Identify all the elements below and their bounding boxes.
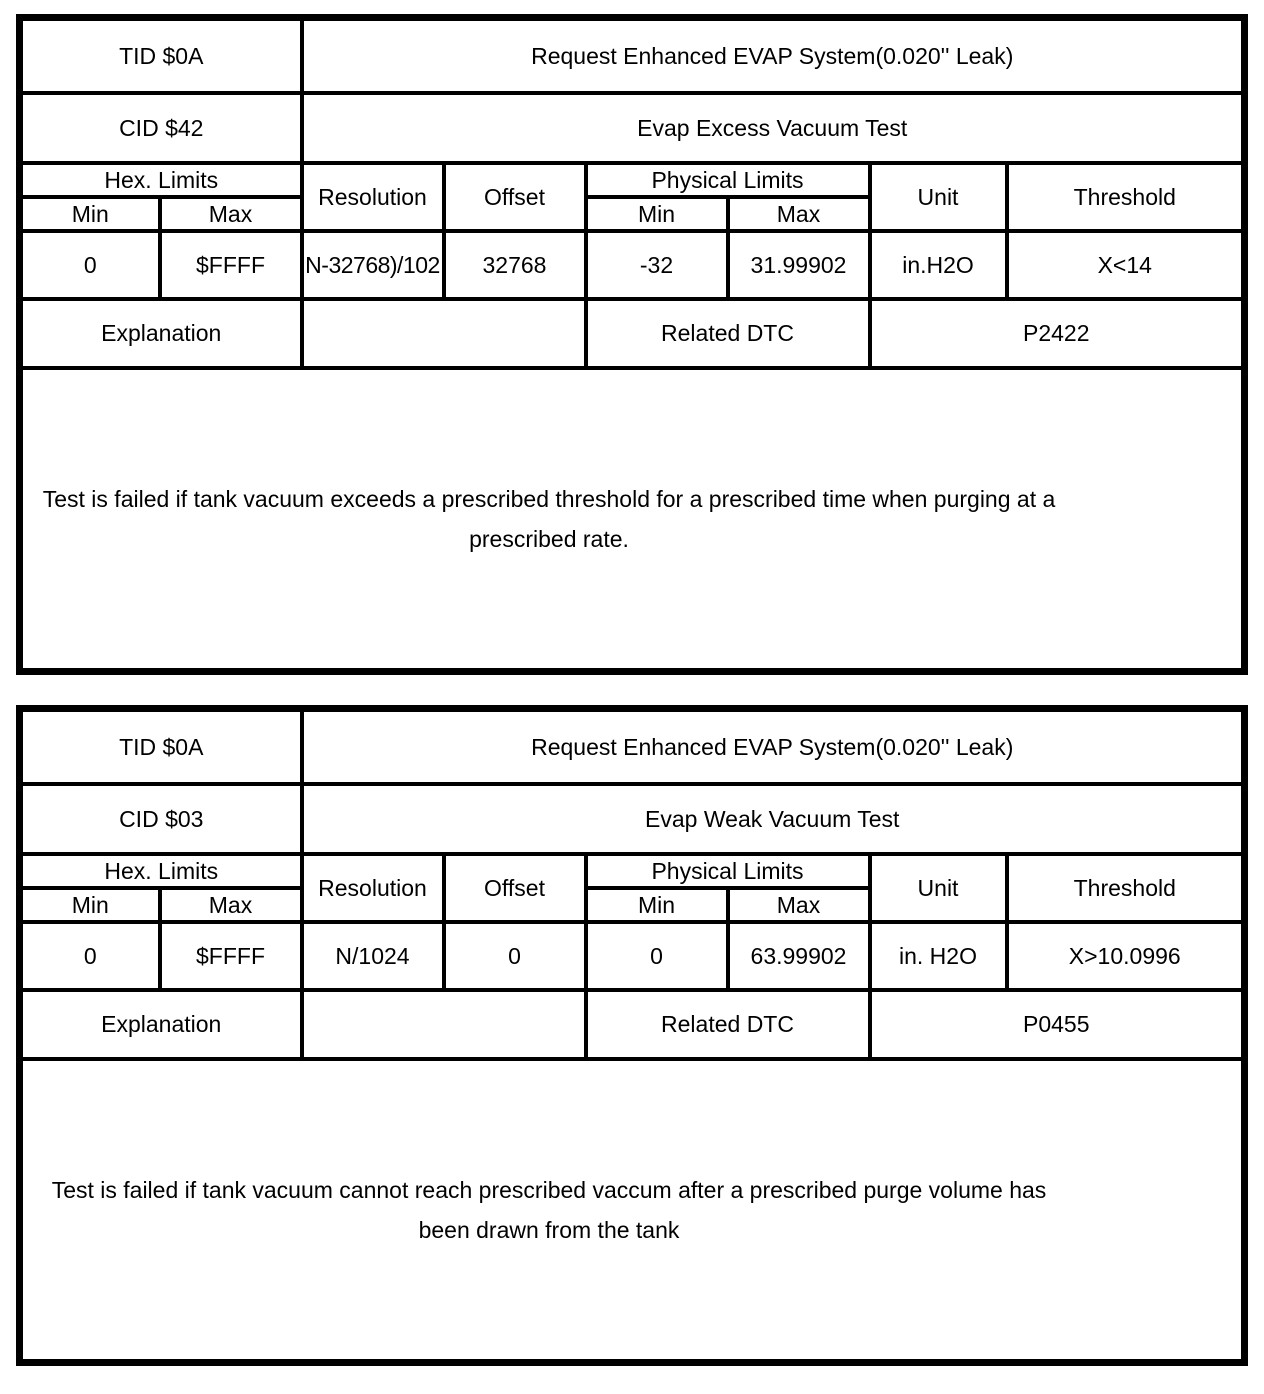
phys-min-value: 0 xyxy=(586,922,728,990)
hex-min-header: Min xyxy=(20,888,160,922)
tid-row xyxy=(20,18,1245,94)
header-row-top xyxy=(20,163,1245,197)
hex-min-header: Min xyxy=(20,197,160,231)
cid-cell: CID $03 xyxy=(20,784,302,854)
explanation-text-cell xyxy=(20,368,1245,672)
explanation-text-row xyxy=(20,368,1245,672)
unit-header: Unit xyxy=(870,163,1007,231)
physical-limits-header: Physical Limits xyxy=(586,163,870,197)
values-row xyxy=(20,231,1245,299)
cid-row xyxy=(20,784,1245,854)
offset-header: Offset xyxy=(444,163,586,231)
unit-value: in.H2O xyxy=(870,231,1007,299)
offset-value: 0 xyxy=(444,922,586,990)
explanation-row xyxy=(20,990,1245,1059)
resolution-value: N-32768)/102 xyxy=(302,231,444,299)
related-dtc-label: Related DTC xyxy=(586,299,870,368)
phys-min-header: Min xyxy=(586,888,728,922)
threshold-header: Threshold xyxy=(1007,854,1245,922)
hex-min-value: 0 xyxy=(20,231,160,299)
cid-cell: CID $42 xyxy=(20,93,302,163)
explanation-row xyxy=(20,299,1245,368)
explanation-text-row xyxy=(20,1059,1245,1363)
hex-limits-header: Hex. Limits xyxy=(20,854,302,888)
test-name-cell: Evap Weak Vacuum Test xyxy=(302,784,1245,854)
test-spec-table-weak-vacuum xyxy=(16,705,1248,1366)
unit-value: in. H2O xyxy=(870,922,1007,990)
explanation-empty-cell xyxy=(302,299,586,368)
hex-max-value: $FFFF xyxy=(160,231,302,299)
tid-row xyxy=(20,709,1245,785)
tid-cell: TID $0A xyxy=(20,18,302,94)
phys-max-value: 63.99902 xyxy=(728,922,870,990)
resolution-header: Resolution xyxy=(302,854,444,922)
test-title-cell: Request Enhanced EVAP System(0.020'' Leak) xyxy=(302,709,1245,785)
tid-cell: TID $0A xyxy=(20,709,302,785)
explanation-empty-cell xyxy=(302,990,586,1059)
hex-max-header: Max xyxy=(160,197,302,231)
offset-value: 32768 xyxy=(444,231,586,299)
related-dtc-value: P2422 xyxy=(870,299,1245,368)
threshold-value: X<14 xyxy=(1007,231,1245,299)
phys-min-value: -32 xyxy=(586,231,728,299)
values-row xyxy=(20,922,1245,990)
test-name-cell: Evap Excess Vacuum Test xyxy=(302,93,1245,163)
unit-header: Unit xyxy=(870,854,1007,922)
phys-max-header: Max xyxy=(728,888,870,922)
threshold-header: Threshold xyxy=(1007,163,1245,231)
phys-min-header: Min xyxy=(586,197,728,231)
physical-limits-header: Physical Limits xyxy=(586,854,870,888)
threshold-value: X>10.0996 xyxy=(1007,922,1245,990)
test-title-cell: Request Enhanced EVAP System(0.020'' Leak) xyxy=(302,18,1245,94)
resolution-value: N/1024 xyxy=(302,922,444,990)
explanation-text: Test is failed if tank vacuum exceeds a prescribed threshold for a prescribed time when purging at a prescribed rate. xyxy=(42,486,1056,552)
resolution-header: Resolution xyxy=(302,163,444,231)
test-spec-table-excess-vacuum xyxy=(16,14,1248,675)
header-row-top xyxy=(20,854,1245,888)
phys-max-header: Max xyxy=(728,197,870,231)
hex-limits-header: Hex. Limits xyxy=(20,163,302,197)
related-dtc-value: P0455 xyxy=(870,990,1245,1059)
explanation-text-cell xyxy=(20,1059,1245,1363)
related-dtc-label: Related DTC xyxy=(586,990,870,1059)
explanation-label: Explanation xyxy=(20,990,302,1059)
hex-max-value: $FFFF xyxy=(160,922,302,990)
phys-max-value: 31.99902 xyxy=(728,231,870,299)
offset-header: Offset xyxy=(444,854,586,922)
cid-row xyxy=(20,93,1245,163)
hex-max-header: Max xyxy=(160,888,302,922)
hex-min-value: 0 xyxy=(20,922,160,990)
explanation-label: Explanation xyxy=(20,299,302,368)
explanation-text: Test is failed if tank vacuum cannot reach prescribed vaccum after a prescribed purge volume has been drawn from the tank xyxy=(51,1177,1047,1243)
